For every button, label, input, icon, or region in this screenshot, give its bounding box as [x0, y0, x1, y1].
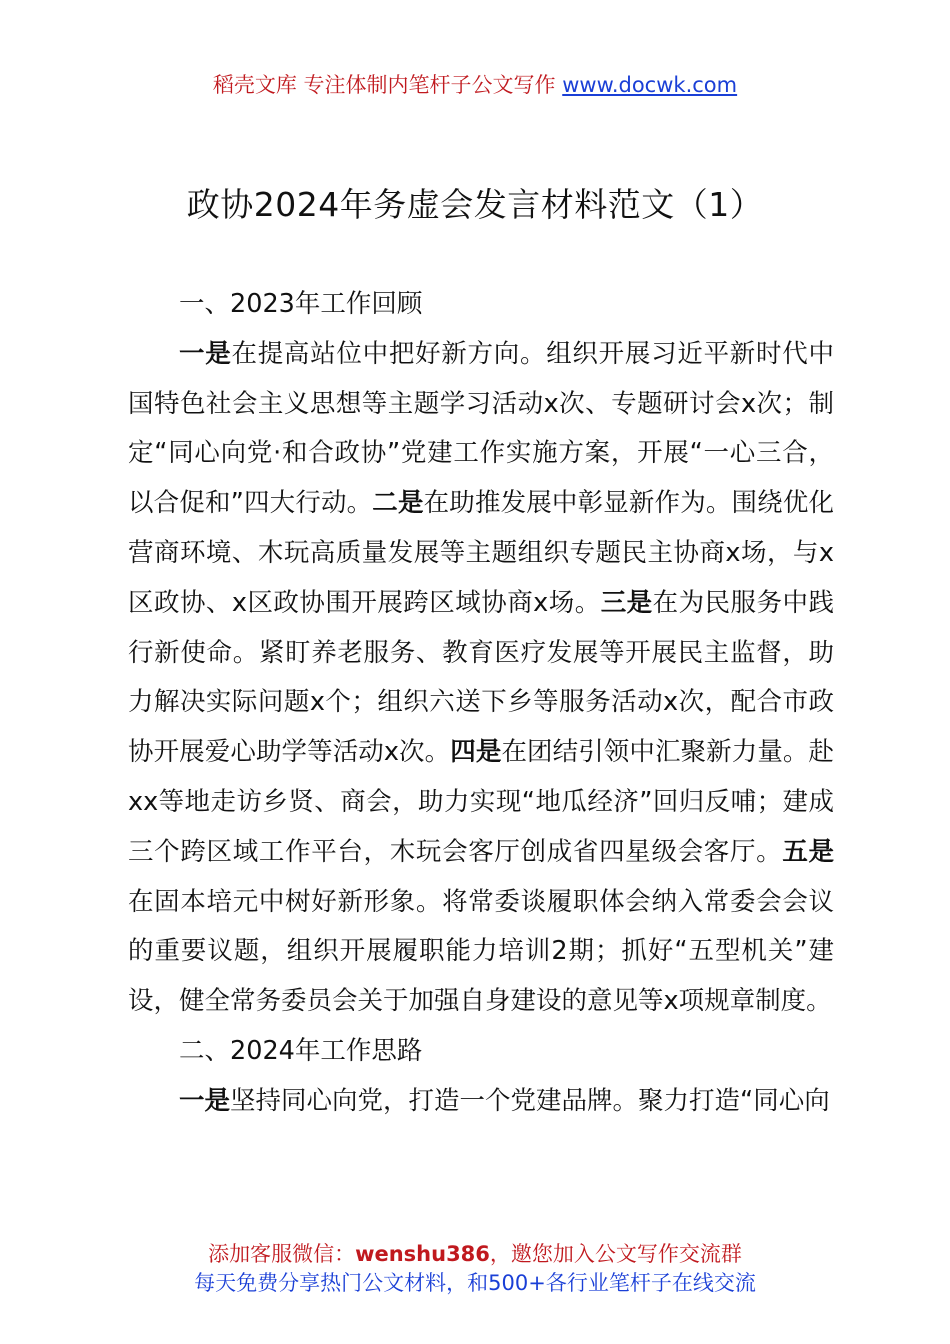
footer-promo-line: 每天免费分享热门公文材料，和500+各行业笔杆子在线交流	[194, 1271, 756, 1295]
section-heading-plan: 二、2024年工作思路	[179, 1035, 423, 1066]
point-marker-4: 四是	[450, 737, 502, 768]
point-text-5: 在固本培元中树好新形象。将常委谈履职体会纳入常委会会议的重要议题，组织开展履职能力培训2期；抓好“五型机关”建设，健全常务委员会关于加强自身建设的意见等x项规章制度。	[128, 886, 834, 1017]
section-heading-review: 一、2023年工作回顾	[179, 289, 423, 319]
footer-contact-prefix: 添加客服微信：	[208, 1242, 356, 1266]
header-website-link[interactable]: www.docwk.com	[562, 73, 738, 97]
document-body	[128, 280, 834, 1127]
point-marker-1: 一是	[179, 338, 232, 369]
point-text-3: 在为民服务中践行新使命。紧盯养老服务、教育医疗发展等开展民主监督，助力解决实际问题x个；组织六送下乡等服务活动x次，配合市政协开展爱心助学等活动x次。	[128, 587, 834, 768]
footer-contact-suffix: ，邀您加入公文写作交流群	[489, 1242, 742, 1266]
point-text-4: 在团结引领中汇聚新力量。赴xx等地走访乡贤、商会，助力实现“地瓜经济”回归反哺；建成三个跨区域工作平台，木玩会客厅创成省四星级会客厅。	[128, 737, 834, 867]
footer-wechat-id: wenshu386	[355, 1242, 490, 1266]
point-text-2: 在助推发展中彰显新作为。围绕优化营商环境、木玩高质量发展等主题组织专题民主协商x场，与x区政协、x区政协围开展跨区域协商x场。	[128, 488, 834, 618]
footer-contact-line	[0, 1240, 950, 1269]
page-header	[0, 70, 950, 100]
point-marker-5: 五是	[782, 836, 834, 867]
review-paragraph	[128, 330, 834, 1027]
header-brand-text: 稻壳文库 专注体制内笔杆子公文写作	[212, 73, 563, 97]
plan-marker-1: 一是	[179, 1085, 231, 1116]
page-footer	[0, 1240, 950, 1298]
point-marker-3: 三是	[600, 587, 653, 618]
plan-text-1: 坚持同心向党，打造一个党建品牌。聚力打造“同心向	[230, 1085, 830, 1116]
point-marker-2: 二是	[372, 488, 424, 519]
plan-paragraph	[128, 1077, 834, 1127]
point-text-1: 在提高站位中把好新方向。组织开展习近平新时代中国特色社会主义思想等主题学习活动x次、专题研讨会x次；制定“同心向党·和合政协”党建工作实施方案，开展“一心三合，以合促和”四大行动。	[128, 338, 834, 519]
document-title: 政协2024年务虚会发言材料范文（1）	[186, 185, 764, 224]
